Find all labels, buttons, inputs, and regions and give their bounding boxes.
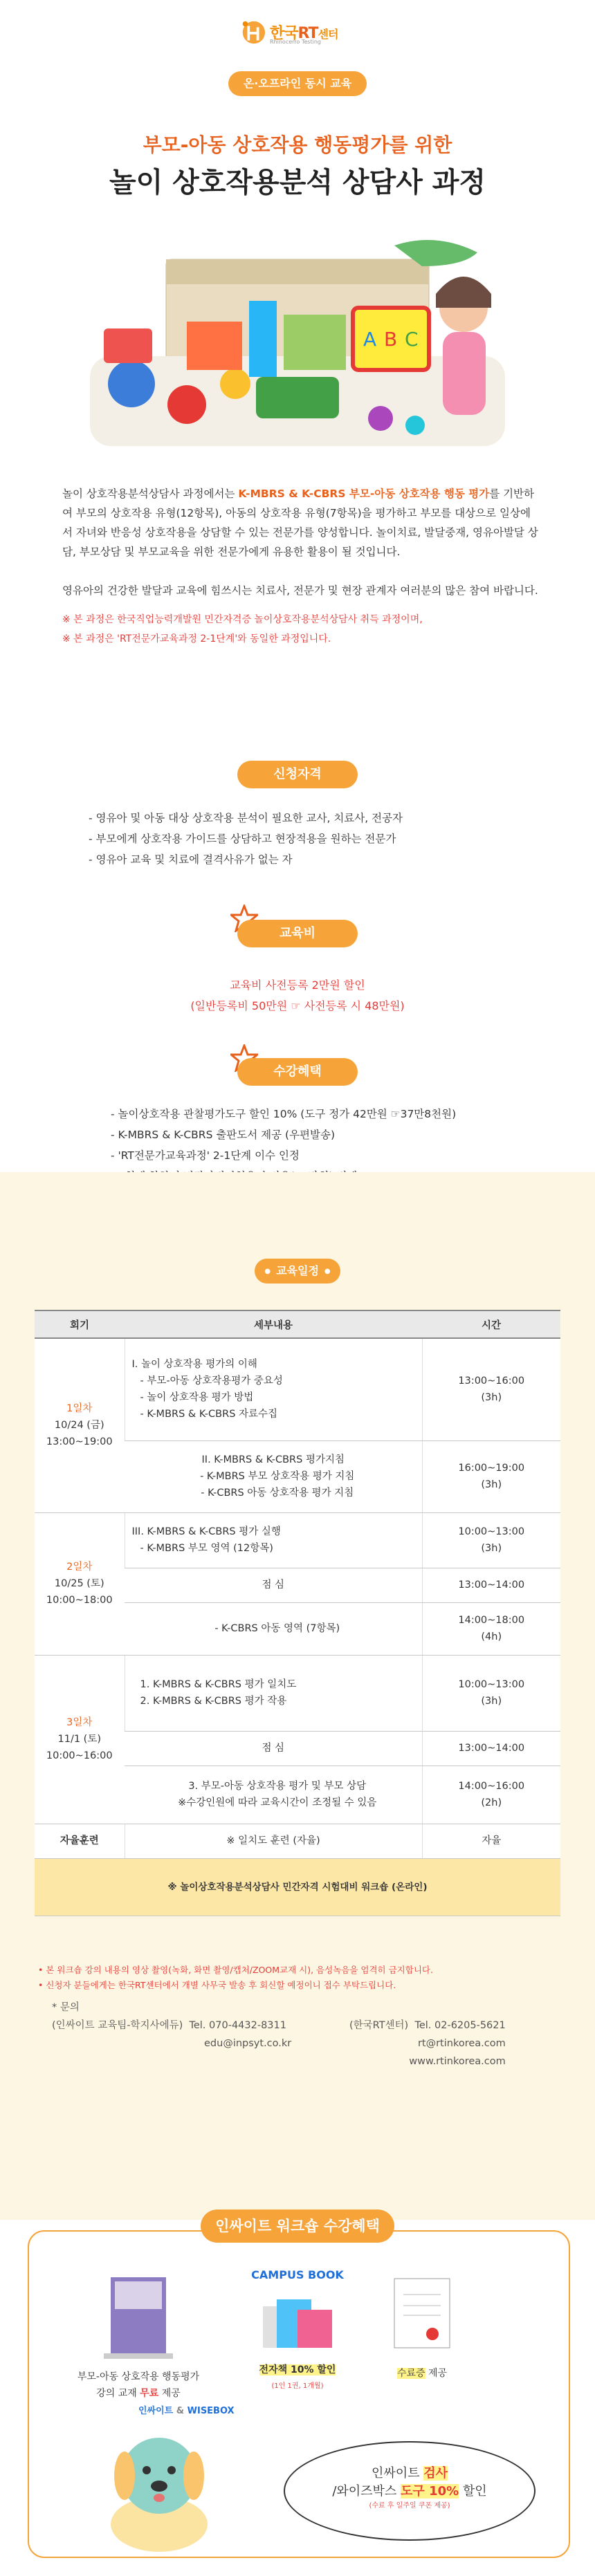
table-row — [35, 1655, 560, 1731]
bubble-line-2: /와이즈박스 도구 10% 할인 — [332, 2484, 487, 2499]
textbook-icon — [83, 2272, 194, 2362]
content-cell: III. K-MBRS & K-CBRS 평가 실행 - K-MBRS 부모 영역 (12항목) — [125, 1512, 422, 1568]
footnote: • 신청자 분들에게는 한국RT센터에서 개별 사무국 발송 후 회신할 예정이니 접수 부탁드립니다. — [38, 1980, 396, 1990]
intro-note-2: ※ 본 과정은 'RT전문가교육과정 2-1단계'와 동일한 과정입니다. — [62, 633, 331, 645]
fee-prices: (일반등록비 50만원 ☞ 사전등록 시 48만원) — [190, 999, 405, 1012]
header-session: 회기 — [35, 1310, 125, 1338]
time-cell: 13:00~16:00 (3h) — [422, 1338, 560, 1440]
badge-online-offline: 온·오프라인 동시 교육 — [228, 71, 367, 96]
schedule-table — [35, 1310, 560, 1916]
table-row — [35, 1824, 560, 1858]
day-cell: 3일차 11/1 (토) 10:00~16:00 — [35, 1655, 125, 1824]
lunch-cell: 점 심 — [125, 1731, 422, 1766]
header-content: 세부내용 — [125, 1310, 422, 1338]
benefit-certificate: 수료증 제공 — [396, 2368, 448, 2379]
day-cell: 2일차 10/25 (토) 10:00~18:00 — [35, 1512, 125, 1655]
bubble-line-1: 인싸이트 검사 — [371, 2466, 448, 2481]
certificate-icon — [391, 2275, 453, 2351]
table-row — [35, 1338, 560, 1440]
table-header — [35, 1310, 560, 1338]
self-study-content: ※ 일치도 훈련 (자율) — [125, 1824, 422, 1858]
benefit-ebook: 전자책 10% 할인 (1인 1권, 1개월) — [259, 2364, 336, 2390]
content-cell: 3. 부모-아동 상호작용 평가 및 부모 상담 ※수강인원에 따라 교육시간이 조정될 수 있음 — [125, 1766, 422, 1824]
list-item: - 놀이상호작용 관찰평가도구 할인 10% (도구 정가 42만원 ☞37만8천원) — [111, 1108, 457, 1120]
day-cell: 1일차 10/24 (금) 13:00~19:00 — [35, 1338, 125, 1512]
workshop-note: ※ 놀이상호작용분석상담사 민간자격 시험대비 워크숍 (온라인) — [35, 1858, 560, 1916]
time-cell: 13:00~14:00 — [422, 1568, 560, 1602]
self-study-label: 자율훈련 — [35, 1824, 125, 1858]
list-item: - 부모에게 상호작용 가이드를 상담하고 현장적용을 원하는 전문가 — [89, 833, 396, 845]
svg-text:C: C — [405, 328, 419, 351]
bubble-note: (수료 후 일주일 쿠폰 제공) — [369, 2502, 450, 2510]
time-cell: 16:00~19:00 (3h) — [422, 1440, 560, 1512]
content-cell: I. 놀이 상호작용 평가의 이해 - 부모-아동 상호작용평가 중요성 - 놀이 상호작용 평가 방법 - K-MBRS & K-CBRS 자료수집 — [125, 1338, 422, 1440]
workshop-row — [35, 1858, 560, 1916]
time-cell: 10:00~13:00 (3h) — [422, 1512, 560, 1568]
section-fee-label: 교육비 — [237, 920, 358, 947]
lunch-cell: 점 심 — [125, 1568, 422, 1602]
list-item: - 'RT전문가교육과정' 2-1단계 이수 인정 — [111, 1149, 300, 1162]
section-benefits-label: 수강혜택 — [237, 1058, 358, 1086]
logo — [239, 15, 364, 48]
intro-text — [62, 484, 540, 649]
content-cell: II. K-MBRS & K-CBRS 평가지침 - K-MBRS 부모 상호작용 평가 지침 - K-CBRS 아동 상호작용 평가 지침 — [125, 1440, 422, 1512]
eligibility-list — [89, 808, 403, 870]
footnote: • 본 워크숍 강의 내용의 영상 촬영(녹화, 화면 촬영/캡처/ZOOM교재 시), 음성녹음을 엄격히 금지합니다. — [38, 1965, 433, 1975]
campus-book-logo: CAMPUS BOOK — [251, 2268, 344, 2281]
benefit-textbook: 부모-아동 상호작용 행동평가 강의 교재 무료 제공 — [77, 2371, 200, 2399]
section-eligibility-label: 신청자격 — [237, 761, 358, 788]
list-item: - 영유아 및 아동 대상 상호작용 분석이 필요한 교사, 치료사, 전공자 — [89, 812, 403, 824]
ebook-stack-icon — [256, 2286, 339, 2355]
header-time: 시간 — [422, 1310, 560, 1338]
contact-left: * 문의 (인싸이트 교육팀-학지사에듀) Tel. 070-4432-8311 edu@inpsyt.co.kr — [52, 2002, 292, 2049]
page-subtitle: 부모-아동 상호작용 행동평가를 위한 — [143, 133, 452, 156]
content-cell: 1. K-MBRS & K-CBRS 평가 일치도 2. K-MBRS & K-CBRS 평가 작용 — [125, 1655, 422, 1731]
list-item: - K-MBRS & K-CBRS 출판도서 제공 (우편발송) — [111, 1129, 336, 1141]
section-schedule-label: ● 교육일정 ● — [255, 1259, 340, 1284]
content-cell: - K-CBRS 아동 영역 (7항목) — [125, 1602, 422, 1655]
time-cell: 10:00~13:00 (3h) — [422, 1655, 560, 1731]
svg-text:B: B — [384, 328, 398, 351]
fee-discount: 교육비 사전등록 2만원 할인 — [230, 979, 365, 992]
list-item: - 영유아 교육 및 치료에 결격사유가 없는 자 — [89, 853, 293, 866]
time-cell: 14:00~18:00 (4h) — [422, 1602, 560, 1655]
logo-text: 한국RT센터 — [270, 24, 338, 42]
contact-right: (한국RT센터) Tel. 02-6205-5621 rt@rtinkorea.com www.rtinkorea.com — [349, 2020, 506, 2067]
partner-logos: 인싸이트 & WISEBOX — [138, 2406, 235, 2416]
toys-illustration — [48, 218, 547, 467]
footnotes — [38, 1963, 564, 1993]
workshop-benefits-label: 인싸이트 워크숍 수강혜택 — [201, 2209, 394, 2243]
self-study-time: 자율 — [422, 1824, 560, 1858]
page-title: 놀이 상호작용분석 상담사 과정 — [109, 167, 486, 198]
intro-paragraph-2: 영유아의 건강한 발달과 교육에 힘쓰시는 치료사, 전문가 및 현장 관계자 여러분의 많은 참여 바랍니다. — [62, 584, 538, 597]
speech-bubble — [284, 2441, 536, 2541]
logo-tagline: Rhinocerro Testing — [270, 39, 321, 45]
time-cell: 14:00~16:00 (2h) — [422, 1766, 560, 1824]
svg-text:A: A — [363, 328, 377, 351]
intro-paragraph-1: 놀이 상호작용분석상담사 과정에서는 K-MBRS & K-CBRS 부모-아동 상호작용 행동 평가를 기반하여 부모의 상호작용 유형(12항목), 아동의 상호작용 유형(7항목)을 평가하고 부모를 대상으로 일상에서 자녀와 반응성 상호작용을 상담할 수 있는 전문가를 양성합니다. 놀이치료, 발달중재, 영유아발달 상담, 부모상담 및 부모교육을 위한 전문가에게 유용한 활용이 될 것입니다. — [62, 488, 538, 558]
intro-note-1: ※ 본 과정은 한국직업능력개발원 민간자격증 놀이상호작용분석상담사 취득 과정이며, — [62, 614, 423, 625]
logo-mark-icon — [239, 18, 266, 46]
dog-mascot-icon — [97, 2420, 221, 2552]
table-row — [35, 1512, 560, 1568]
time-cell: 13:00~14:00 — [422, 1731, 560, 1766]
